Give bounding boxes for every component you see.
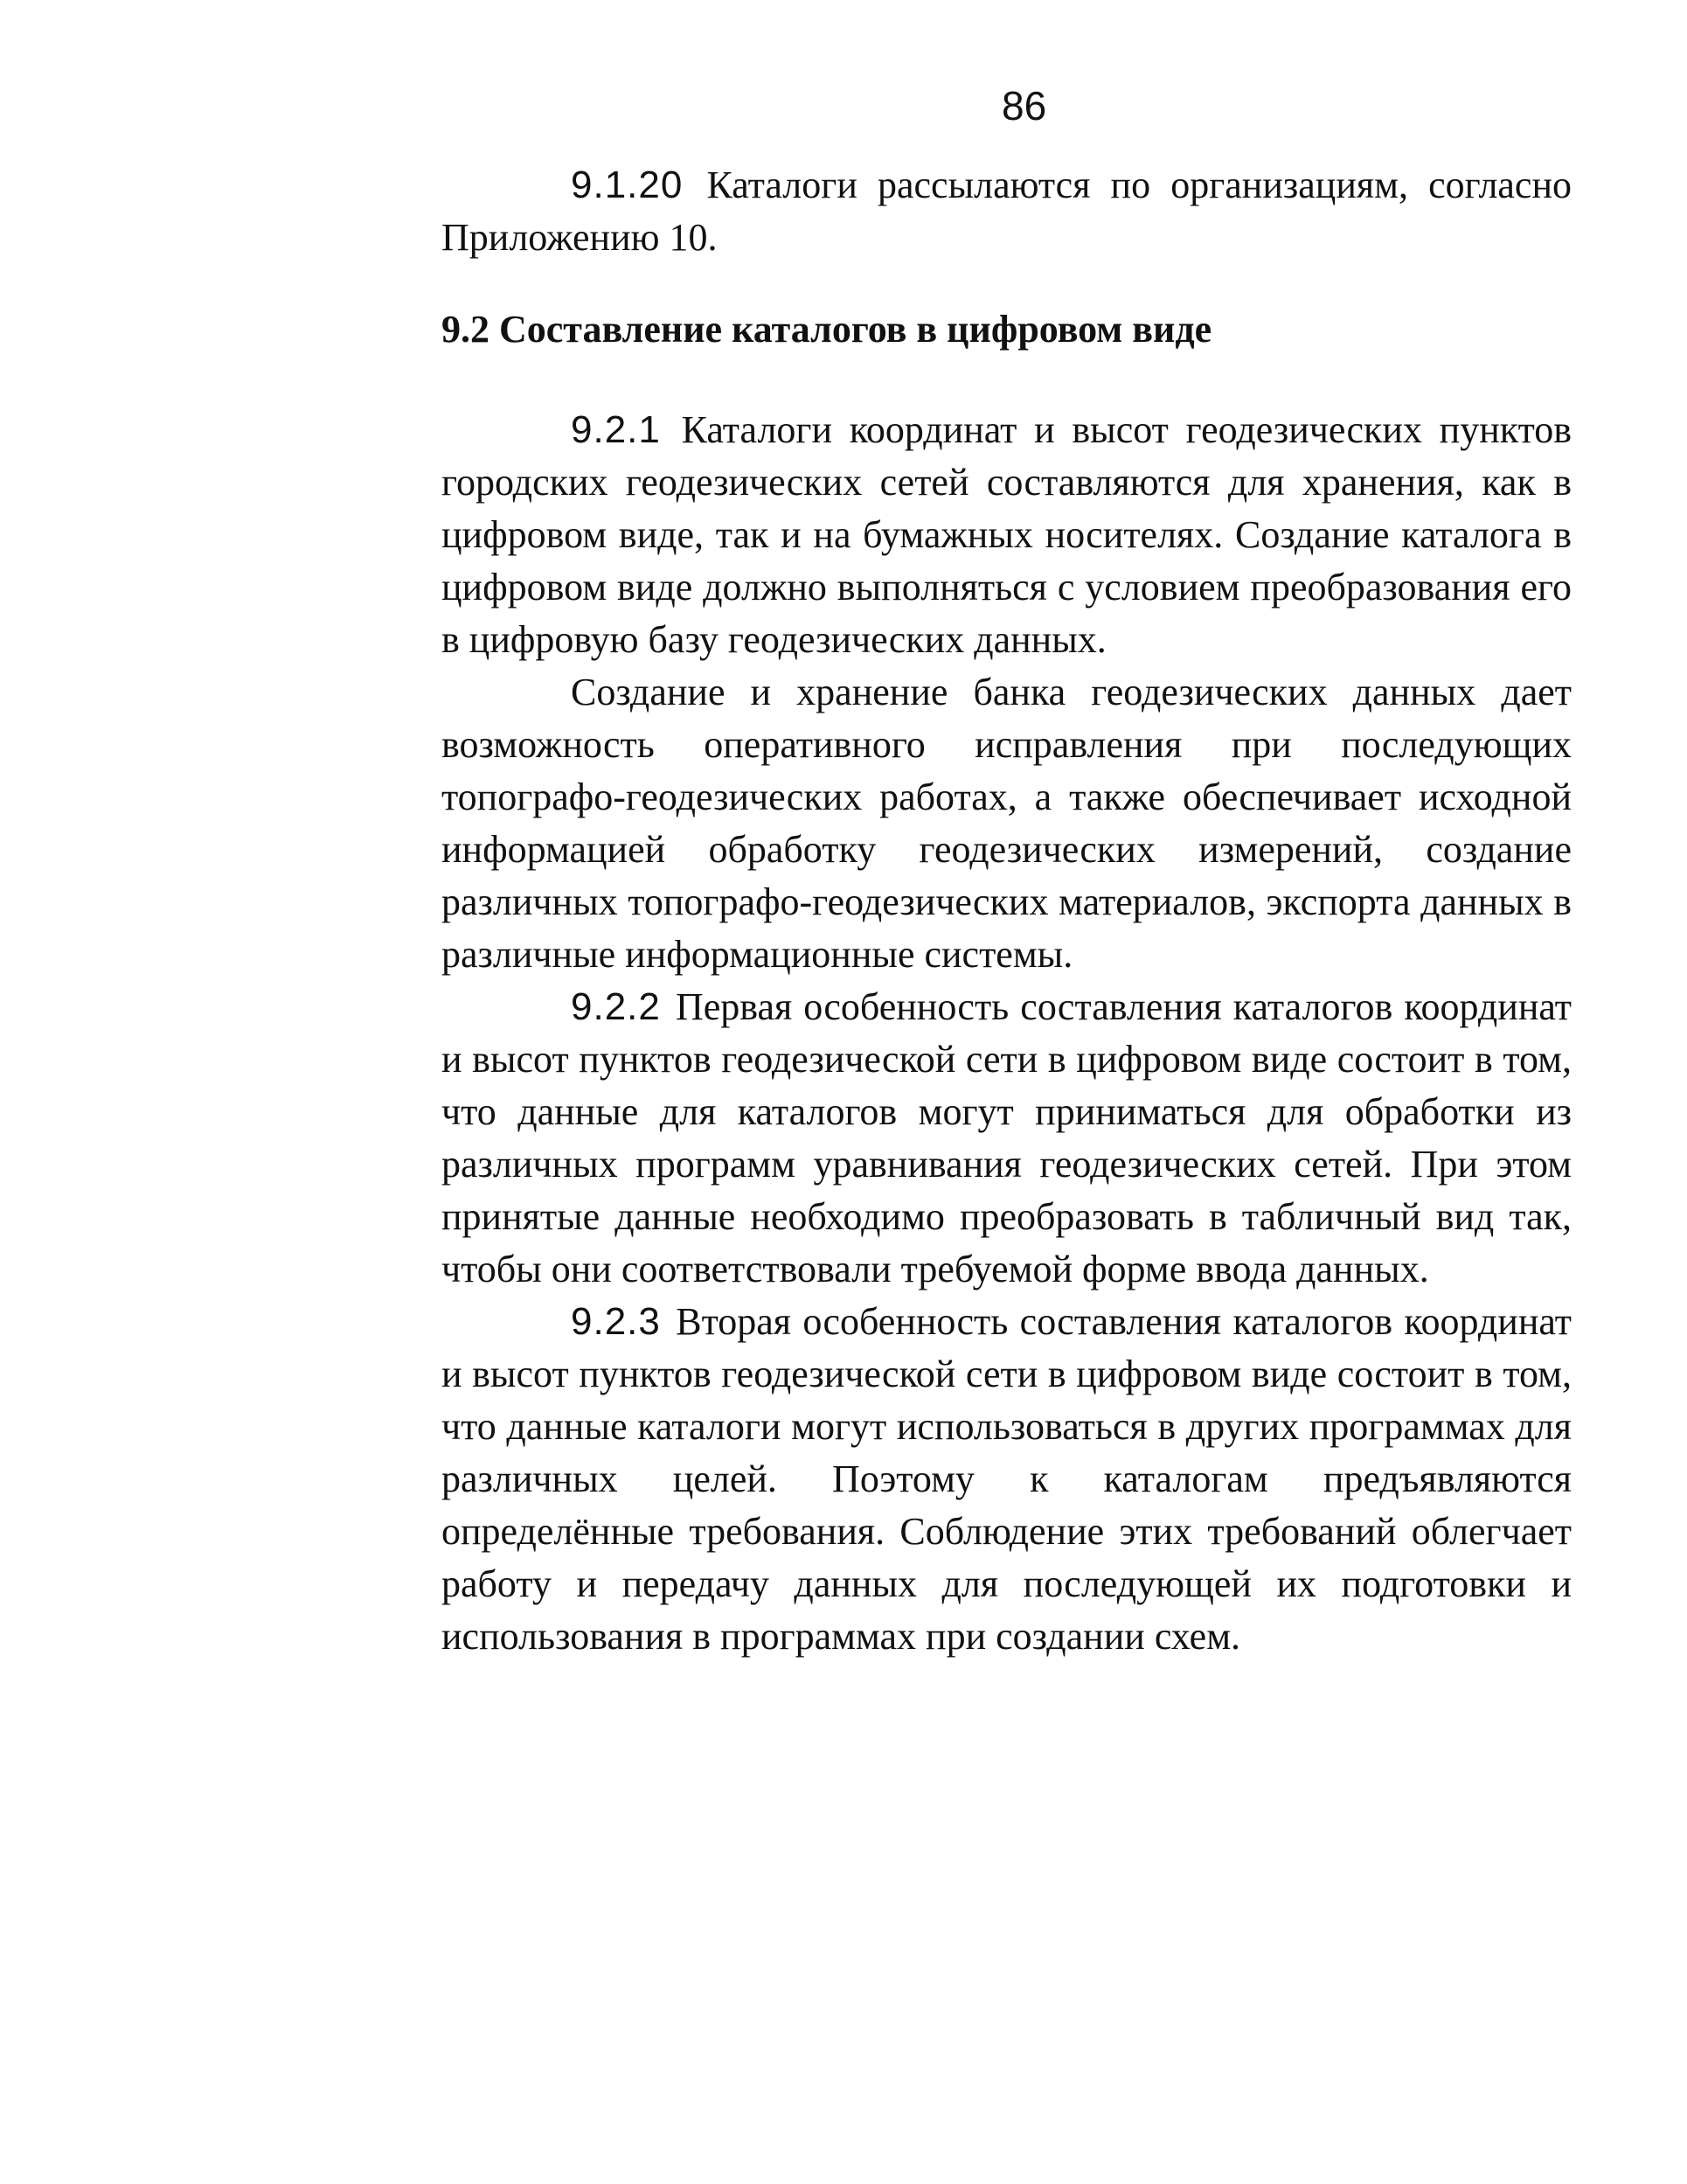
paragraph-9-2-1 [441,404,1572,666]
clause-number: 9.1.20 [571,163,684,206]
clause-number: 9.2.2 [571,985,661,1028]
clause-text: Каталоги рассылаются по организациям, согласно Приложению 10. [441,163,1572,259]
paragraph-9-1-20 [441,159,1572,264]
clause-text: Вторая особенность составления каталогов координат и высот пунктов геодезической сети в цифровом виде состоит в том, что данные каталоги могут использоваться в других программах для различных целей. Поэтому к каталогам предъявляются определённые требования. Соблюдение этих требований облегчает работу и передачу данных для последующей их подготовки и использования в программах при создании схем. [441,1300,1572,1658]
clause-number: 9.2.1 [571,408,661,451]
paragraph-9-2-3 [441,1296,1572,1663]
clause-text: Первая особенность составления каталогов координат и высот пунктов геодезической сети в цифровом виде состоит в том, что данные для каталогов могут приниматься для обработки из различных программ уравнивания геодезических сетей. При этом принятые данные необходимо преобразовать в табличный вид так, чтобы они соответствовали требуемой форме ввода данных. [441,985,1572,1290]
paragraph-data-bank: Создание и хранение банка геодезических данных дает возможность оперативного исправления при последующих топографо-геодезических работах, а также обеспечивает исходной информацией обработку геодезических измерений, создание различных топографо-геодезических материалов, экспорта данных в различные информационные системы. [441,671,1572,976]
clause-text: Каталоги координат и высот геодезических пунктов городских геодезических сетей составляются для хранения, как в цифровом виде, так и на бумажных носителях. Создание каталога в цифровом виде должно выполняться с условием преобразования его в цифровую базу геодезических данных. [441,408,1572,661]
page-number: 86 [1002,83,1047,129]
clause-number: 9.2.3 [571,1300,661,1343]
document-body [441,159,1572,1663]
section-heading: 9.2 Составление каталогов в цифровом виде [441,308,1212,351]
paragraph-9-2-2 [441,981,1572,1296]
